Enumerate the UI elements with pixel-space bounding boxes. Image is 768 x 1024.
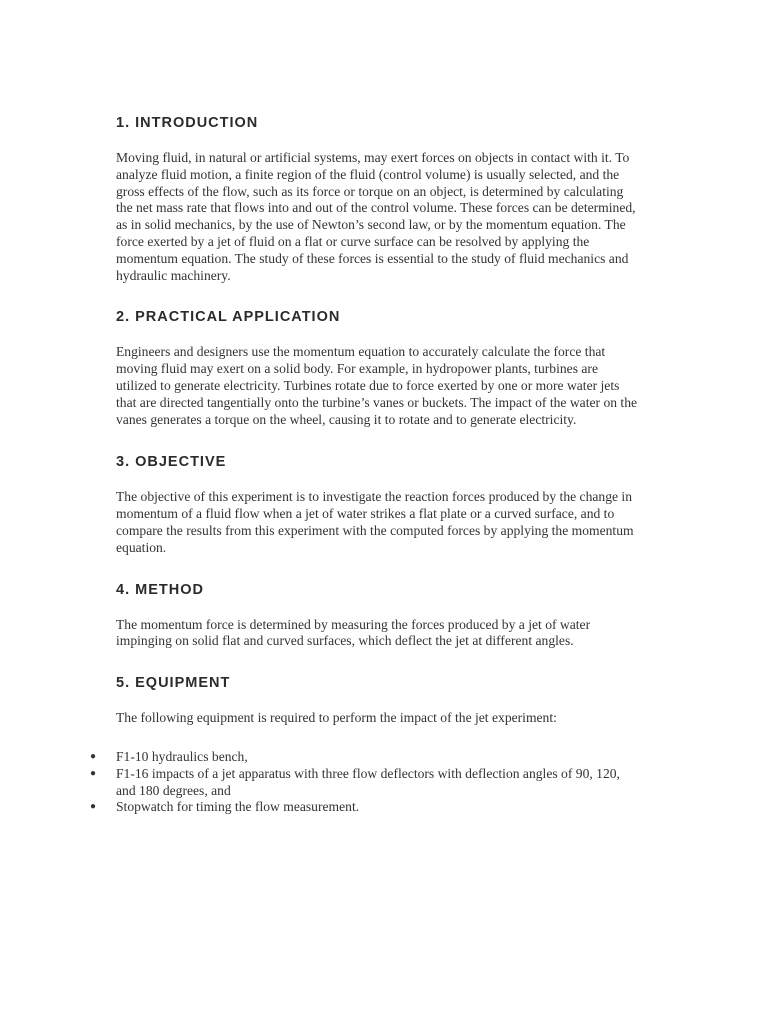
equipment-list <box>90 748 640 816</box>
section-equipment <box>90 674 640 816</box>
section-paragraph: The momentum force is determined by measuring the forces produced by a jet of water impinging on solid flat and curved surfaces, which deflect the jet at different angles. <box>116 616 591 649</box>
section-paragraph: The following equipment is required to perform the impact of the jet experiment: <box>116 710 557 726</box>
bullet-icon: ● <box>90 767 97 779</box>
section-practical-application <box>116 308 640 428</box>
list-item <box>90 799 640 816</box>
section-paragraph: Moving fluid, in natural or artificial systems, may exert forces on objects in contact with it. To analyze fluid motion, a finite region of the fluid (control volume) is usually selected, and the gross effects of the flow, such as its force or torque on an object, is determined by calculating the net mass rate that flows into and out of the control volume. These forces can be determined, as in solid mechanics, by the use of Newton’s second law, or by the momentum equation. The force exerted by a jet of fluid on a flat or curve surface can be resolved by applying the momentum equation. The study of these forces is essential to the study of fluid mechanics and hydraulic machinery. <box>116 150 636 283</box>
section-method <box>116 581 640 651</box>
list-item-text: F1-16 impacts of a jet apparatus with three flow deflectors with deflection angles of 90, 120, and 180 degrees, and <box>116 765 620 798</box>
section-heading: 1. INTRODUCTION <box>116 115 259 131</box>
section-objective <box>116 453 640 556</box>
list-item <box>90 748 640 766</box>
section-introduction <box>116 114 640 284</box>
document-page <box>90 114 640 816</box>
section-paragraph: The objective of this experiment is to investigate the reaction forces produced by the change in momentum of a fluid flow when a jet of water strikes a flat plate or a curved surface, and to compare the results from this experiment with the computed forces by applying the momentum equation. <box>116 489 634 555</box>
section-heading: 3. OBJECTIVE <box>116 454 227 471</box>
section-heading: 4. METHOD <box>116 581 204 598</box>
list-item <box>90 765 640 800</box>
bullet-icon: ● <box>90 801 97 813</box>
section-heading: 5. EQUIPMENT <box>116 675 231 692</box>
section-heading: 2. PRACTICAL APPLICATION <box>116 309 341 326</box>
list-item-text: Stopwatch for timing the flow measurement. <box>116 799 360 815</box>
bullet-icon: ● <box>90 750 97 762</box>
section-paragraph: Engineers and designers use the momentum equation to accurately calculate the force that moving fluid may exert on a solid body. For example, in hydropower plants, turbines are utilized to generate electricity. Turbines rotate due to force exerted by one or more water jets that are directed tangentially onto the turbine’s vanes or buckets. The impact of the water on the vanes generates a torque on the wheel, causing it to rotate and to generate electricity. <box>116 344 638 427</box>
list-item-text: F1-10 hydraulics bench, <box>116 748 248 764</box>
